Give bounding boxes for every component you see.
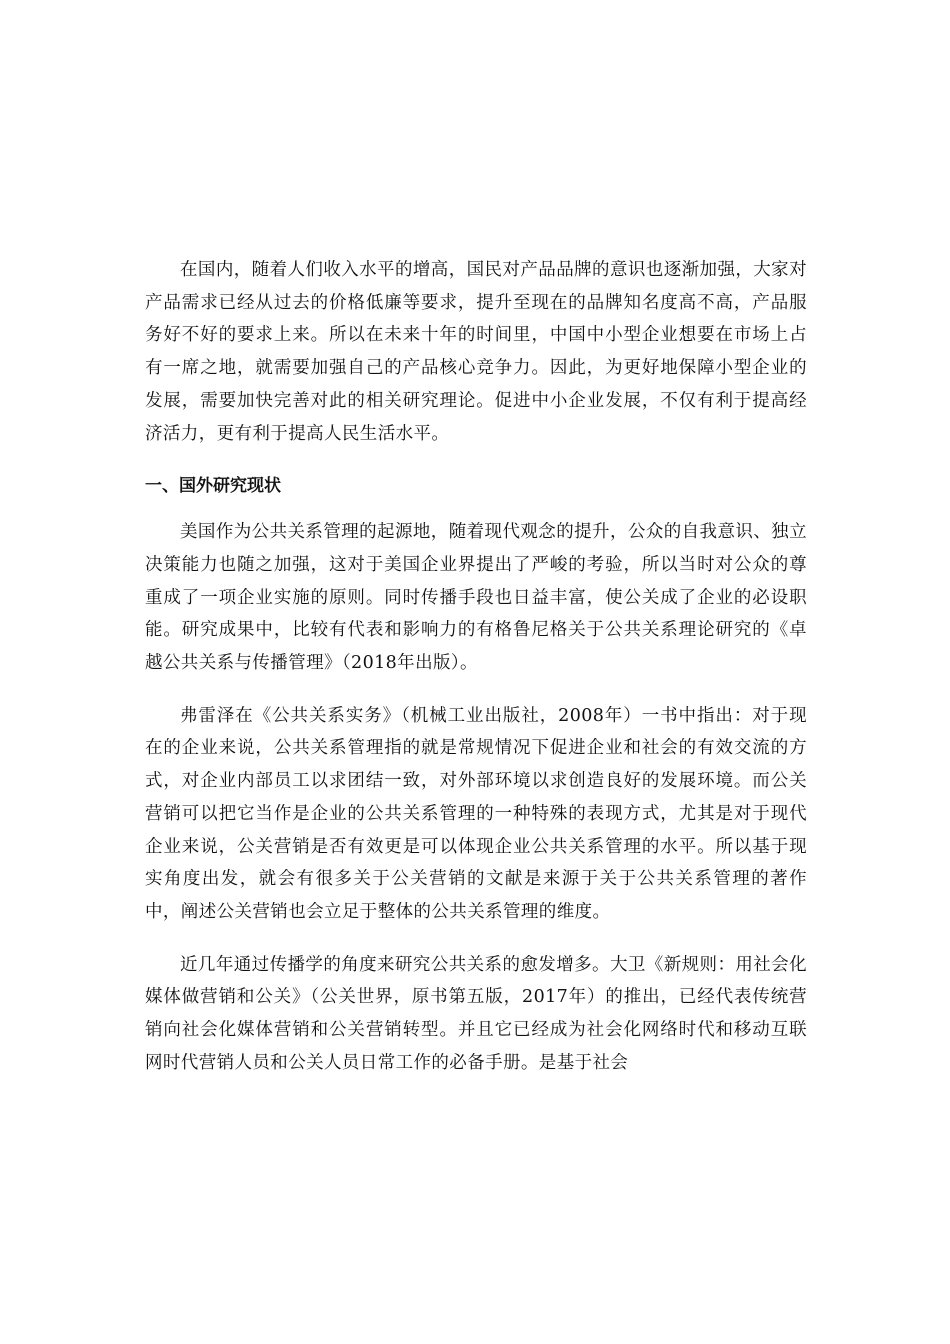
intro-paragraph: 在国内，随着人们收入水平的增高，国民对产品品牌的意识也逐渐加强，大家对产品需求已经从过去的价格低廉等要求，提升至现在的品牌知名度高不高，产品服务好不好的要求上来。所以在未来十年的时间里，中国中小型企业想要在市场上占有一席之地，就需要加强自己的产品核心竞争力。因此，为更好地保障小型企业的发展，需要加快完善对此的相关研究理论。促进中小企业发展，不仅有利于提高经济活力，更有利于提高人民生活水平。 bbox=[145, 260, 807, 444]
paragraph-fraser-pr-practice: 弗雷泽在《公共关系实务》（机械工业出版社，2008年）一书中指出：对于现在的企业来说，公共关系管理指的就是常规情况下促进企业和社会的有效交流的方式，对企业内部员工以求团结一致，对外部环境以求创造良好的发展环境。而公关营销可以把它当作是企业的公共关系管理的一种特殊的表现方式，尤其是对于现代企业来说，公关营销是否有效更是可以体现企业公共关系管理的水平。所以基于现实角度出发，就会有很多关于公关营销的文献是来源于关于公共关系管理的著作中，阐述公关营销也会立足于整体的公共关系管理的维度。 bbox=[145, 705, 807, 922]
document-body bbox=[145, 254, 807, 1099]
paragraph-david-new-rules: 近几年通过传播学的角度来研究公共关系的愈发增多。大卫《新规则：用社会化媒体做营销和公关》（公关世界，原书第五版，2017年）的推出，已经代表传统营销向社会化媒体营销和公关营销转型。并且它已经成为社会化网络时代和移动互联网时代营销人员和公关人员日常工作的必备手册。是基于社会 bbox=[145, 954, 807, 1073]
paragraph-us-pr-origin: 美国作为公共关系管理的起源地，随着现代观念的提升，公众的自我意识、独立决策能力也随之加强，这对于美国企业界提出了严峻的考验，所以当时对公众的尊重成了一项企业实施的原则。同时传播手段也日益丰富，使公关成了企业的必设职能。研究成果中，比较有代表和影响力的有格鲁尼格关于公共关系理论研究的《卓越公共关系与传播管理》（2018年出版）。 bbox=[145, 522, 807, 674]
section-heading: 一、国外研究现状 bbox=[145, 476, 281, 497]
